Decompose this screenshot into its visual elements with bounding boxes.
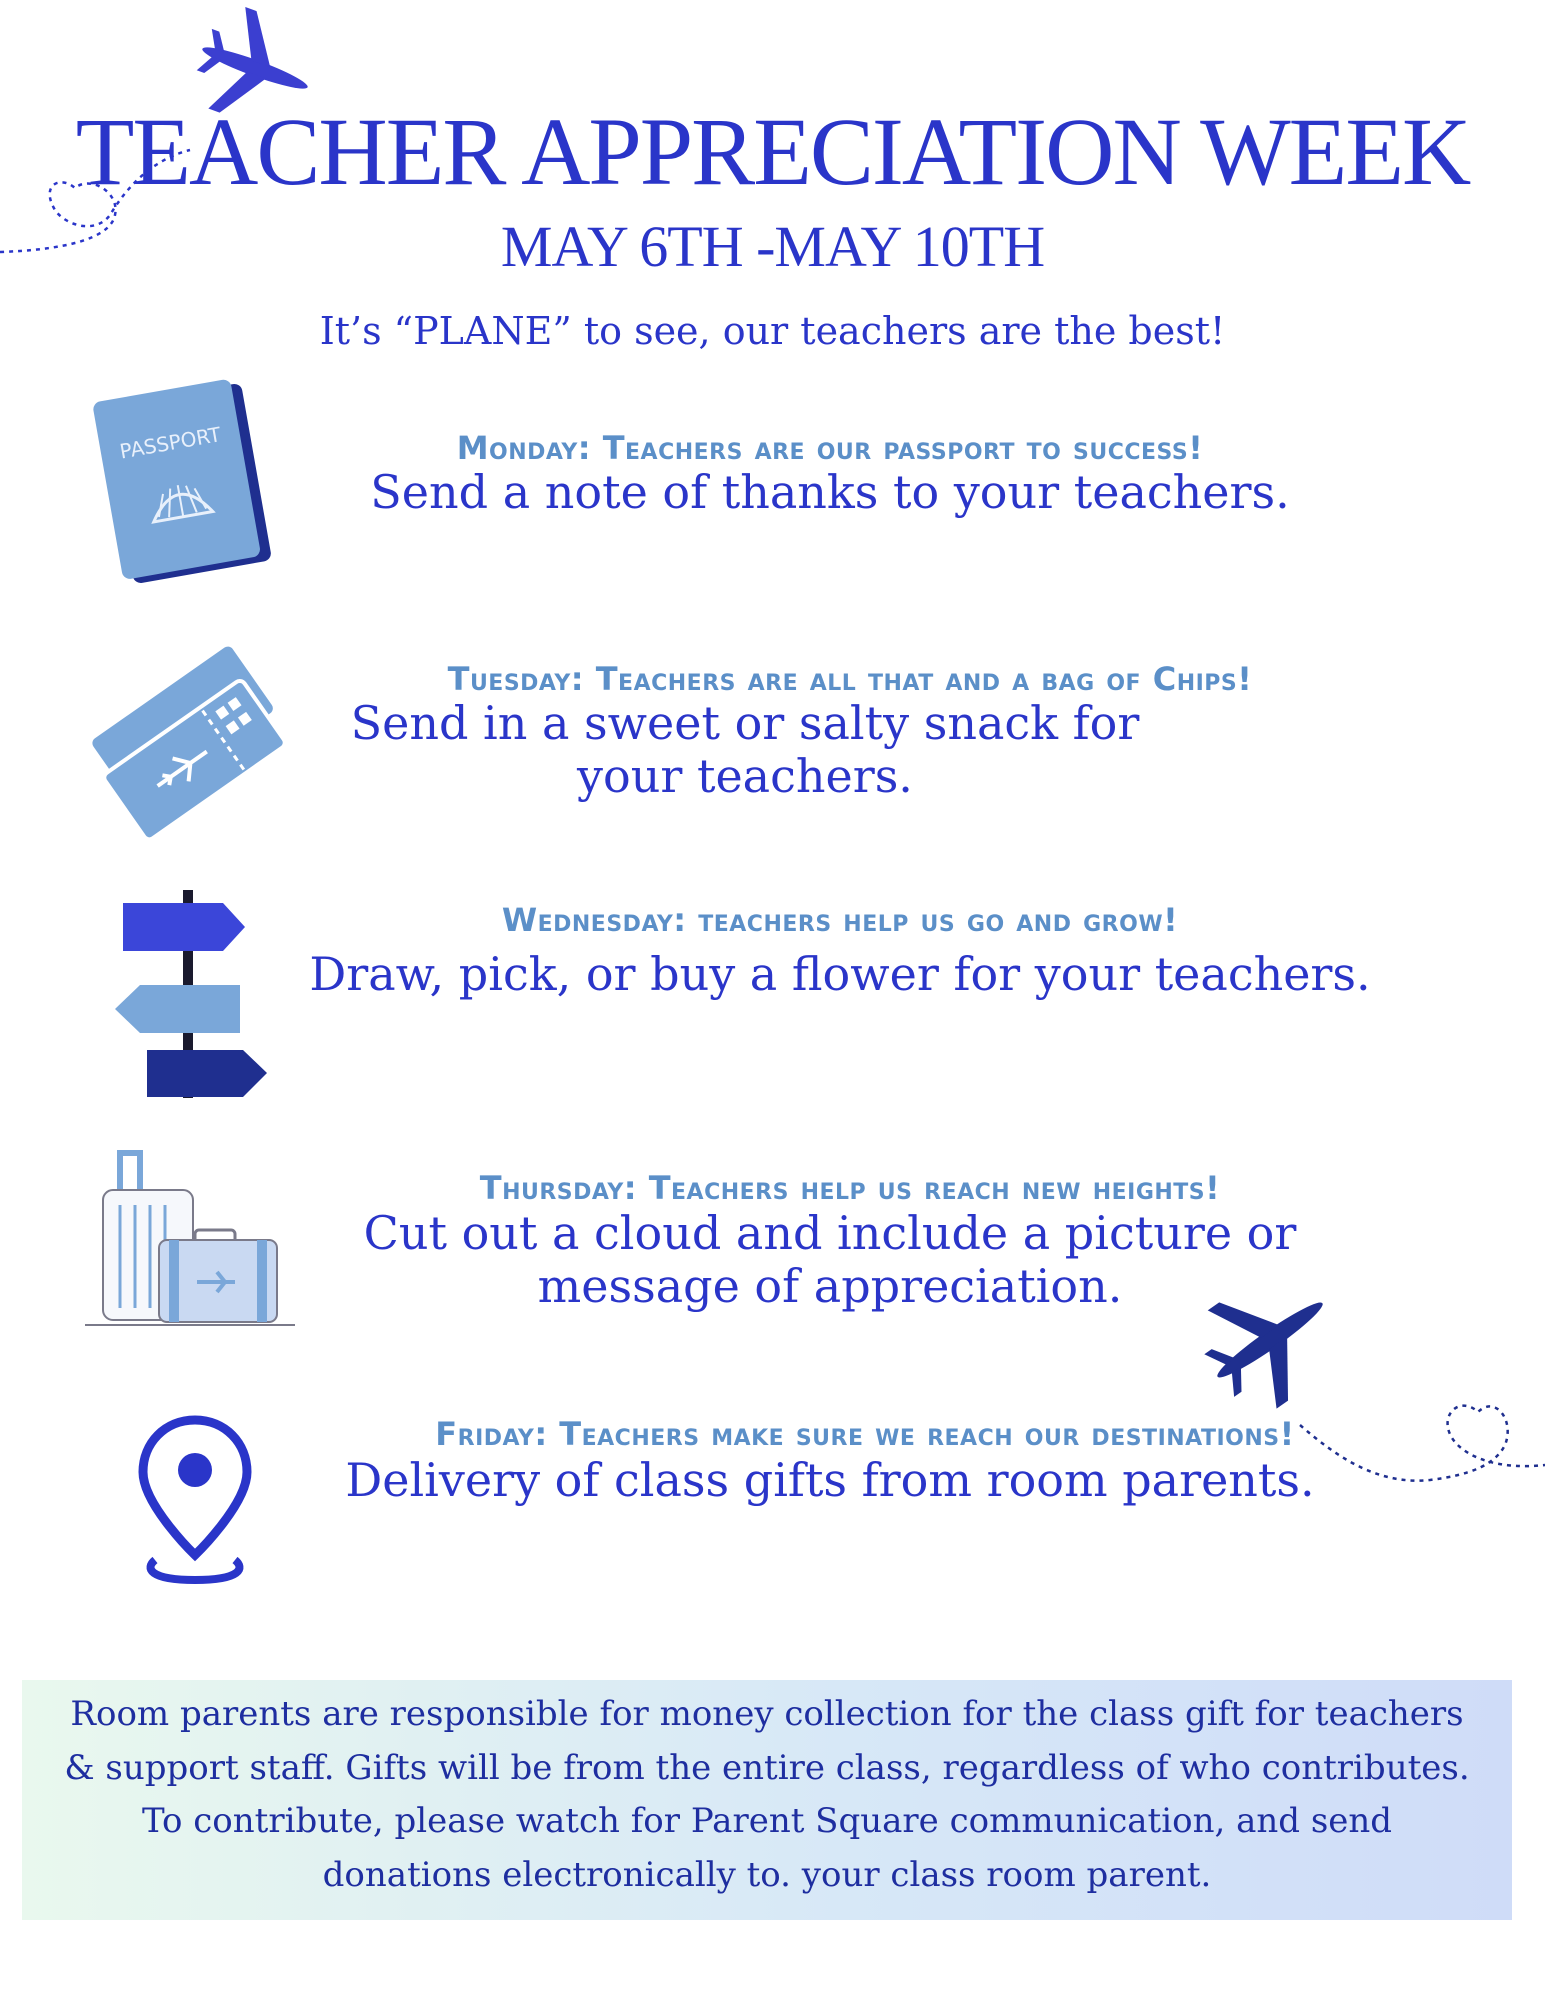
friday-activity-line: Delivery of class gifts from room parents. <box>345 1453 1315 1507</box>
page-title: TEACHER APPRECIATION WEEK <box>75 98 1470 205</box>
footer-line-4: donations electronically to. your class room parent. <box>322 1855 1212 1896</box>
footer-text <box>22 1688 1512 1903</box>
friday-heading: Friday: Teachers make sure we reach our destinations! <box>435 1415 1295 1453</box>
friday-activity <box>280 1454 1380 1507</box>
monday-activity <box>280 466 1380 519</box>
monday-heading: Monday: Teachers are our passport to success! <box>456 429 1204 467</box>
thursday-activity-line-2: message of appreciation. <box>537 1259 1123 1314</box>
tuesday-activity-line-2: your teachers. <box>577 749 913 804</box>
wednesday-activity <box>270 948 1410 1001</box>
tuesday-activity-line-1: Send in a sweet or salty snack for <box>350 696 1140 750</box>
luggage-icon <box>85 1150 295 1330</box>
wednesday-heading: Wednesday: teachers help us go and grow! <box>501 901 1179 939</box>
thursday-activity-line-1: Cut out a cloud and include a picture or <box>363 1206 1297 1260</box>
tuesday-heading: Tuesday: Teachers are all that and a bag of Chips! <box>447 660 1253 698</box>
monday-activity-line: Send a note of thanks to your teachers. <box>370 465 1290 519</box>
signpost-icon <box>105 885 275 1100</box>
thursday-heading: Thursday: Teachers help us reach new heights! <box>479 1169 1221 1207</box>
footer-line-3: To contribute, please watch for Parent Square communication, and send <box>141 1801 1393 1842</box>
location-pin-icon <box>135 1410 255 1585</box>
tickets-icon <box>90 650 290 840</box>
passport-label: PASSPORT <box>117 422 223 464</box>
passport-icon <box>95 375 285 585</box>
footer-notice <box>22 1680 1512 1920</box>
tagline: It’s “PLANE” to see, our teachers are the best! <box>319 309 1226 353</box>
footer-line-1: Room parents are responsible for money collection for the class gift for teachers <box>70 1694 1464 1734</box>
wednesday-activity-line: Draw, pick, or buy a flower for your teachers. <box>309 947 1371 1001</box>
tuesday-activity <box>330 697 1160 804</box>
footer-line-2: & support staff. Gifts will be from the entire class, regardless of who contributes. <box>64 1747 1470 1788</box>
event-dates: MAY 6TH -MAY 10TH <box>500 214 1045 279</box>
